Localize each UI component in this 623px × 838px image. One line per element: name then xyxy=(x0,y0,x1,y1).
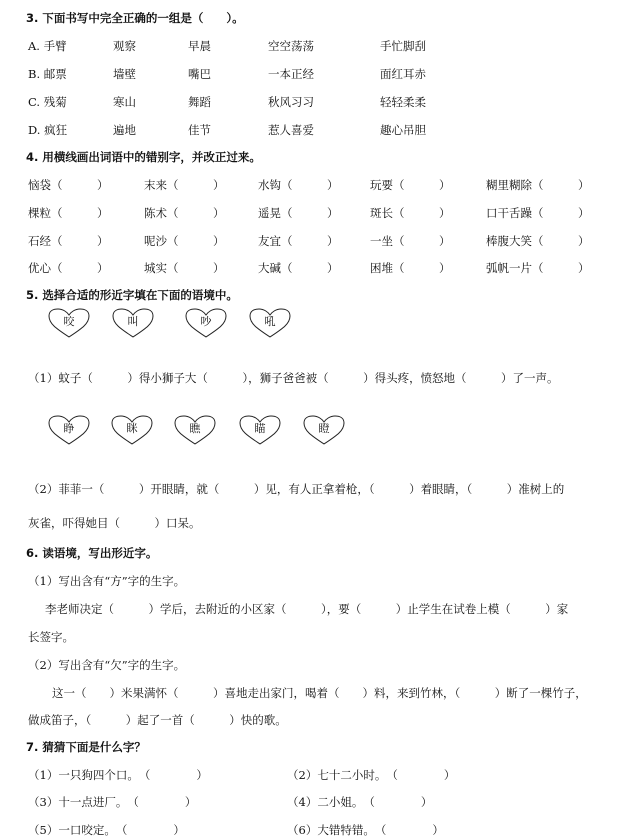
q6-part1-label: （1）写出含有“方”字的生字。 xyxy=(28,574,186,588)
heart-char: 叫 xyxy=(127,315,139,328)
option-word: 轻轻柔柔 xyxy=(380,95,426,109)
option-word: 秋风习习 xyxy=(268,95,314,109)
heart-char: 咬 xyxy=(63,315,75,328)
heart-char: 睁 xyxy=(63,422,75,435)
q7-title: 7. 猜猜下面是什么字？ xyxy=(26,740,146,754)
option-label: D. 疯狂 xyxy=(28,123,68,137)
word-blank: 城实（ ） xyxy=(144,261,225,275)
q5-sentence-1: （1）蚊子（ ）得小狮子大（ ），狮子爸爸被（ ）得头疼，愤怒地（ ）了一声。 xyxy=(28,371,559,385)
heart-char: 瞪 xyxy=(318,422,330,435)
word-blank: 口干舌躁（ ） xyxy=(486,206,590,220)
q4-title: 4. 用横线画出词语中的错别字，并改正过来。 xyxy=(26,150,261,164)
q6-part1-line2: 长签字。 xyxy=(28,630,74,644)
option-word: 惹人喜爱 xyxy=(268,123,314,137)
word-blank: 棵粒（ ） xyxy=(28,206,109,220)
heart-card xyxy=(302,414,346,446)
heart-card xyxy=(47,414,91,446)
heart-char: 瞄 xyxy=(254,422,266,435)
option-word: 一本正经 xyxy=(268,67,314,81)
option-word: 空空荡荡 xyxy=(268,39,314,53)
q5-sentence-2a: （2）菲菲一（ ）开眼睛，就（ ）见，有人正拿着枪，（ ）着眼睛，（ ）准树上的 xyxy=(28,482,565,496)
word-blank: 棒腹大笑（ ） xyxy=(486,234,590,248)
option-word: 墙壁 xyxy=(113,67,136,81)
heart-card xyxy=(111,307,155,339)
q5-title: 5. 选择合适的形近字填在下面的语境中。 xyxy=(26,288,238,302)
word-blank: 友宜（ ） xyxy=(258,234,339,248)
word-blank: 恼袋（ ） xyxy=(28,178,109,192)
option-word: 面红耳赤 xyxy=(380,67,426,81)
heart-char: 眯 xyxy=(126,422,138,435)
heart-char: 吼 xyxy=(264,315,276,328)
word-blank: 优心（ ） xyxy=(28,261,109,275)
heart-char: 吵 xyxy=(200,315,212,328)
q6-part2-label: （2）写出含有“欠”字的生字。 xyxy=(28,658,186,672)
option-word: 趣心吊胆 xyxy=(380,123,426,137)
q6-title: 6. 读语境，写出形近字。 xyxy=(26,546,158,560)
option-label: B. 邮票 xyxy=(28,67,67,81)
word-blank: 呢沙（ ） xyxy=(144,234,225,248)
option-label: C. 残菊 xyxy=(28,95,67,109)
riddle-item: （6）大错特错。 （ ） xyxy=(287,823,444,837)
heart-card xyxy=(110,414,154,446)
heart-char: 瞧 xyxy=(189,422,201,435)
word-blank: 玩要（ ） xyxy=(370,178,451,192)
q6-part1-line1: 李老师决定（ ）学后，去附近的小区家（ ），要（ ）止学生在试卷上模（ ）家 xyxy=(45,602,569,616)
option-word: 嘴巴 xyxy=(188,67,211,81)
heart-card xyxy=(173,414,217,446)
q6-part2-line2: 做成笛子，（ ）起了一首（ ）快的歌。 xyxy=(28,713,287,727)
word-blank: 末来（ ） xyxy=(144,178,225,192)
option-word: 舞蹈 xyxy=(188,95,211,109)
heart-card xyxy=(248,307,292,339)
option-word: 观察 xyxy=(113,39,136,53)
word-blank: 糊里糊除（ ） xyxy=(486,178,590,192)
word-blank: 困堆（ ） xyxy=(370,261,451,275)
word-blank: 斑长（ ） xyxy=(370,206,451,220)
heart-card xyxy=(47,307,91,339)
option-word: 遍地 xyxy=(113,123,136,137)
word-blank: 遥晃（ ） xyxy=(258,206,339,220)
word-blank: 陈术（ ） xyxy=(144,206,225,220)
riddle-item: （2）七十二小时。 （ ） xyxy=(287,768,456,782)
word-blank: 一坐（ ） xyxy=(370,234,451,248)
heart-card xyxy=(238,414,282,446)
q6-part2-line1: 这一（ ）米果满怀（ ）喜地走出家门，喝着（ ）料，来到竹林，（ ）断了一棵竹子， xyxy=(52,686,587,700)
q5-sentence-2b: 灰雀，吓得她目（ ）口呆。 xyxy=(28,516,201,530)
word-blank: 大碱（ ） xyxy=(258,261,339,275)
riddle-item: （5）一口咬定。 （ ） xyxy=(28,823,185,837)
option-word: 佳节 xyxy=(188,123,211,137)
option-word: 早晨 xyxy=(188,39,211,53)
riddle-item: （4）二小姐。 （ ） xyxy=(287,795,433,809)
option-word: 手忙脚刮 xyxy=(380,39,426,53)
word-blank: 水钩（ ） xyxy=(258,178,339,192)
option-word: 寒山 xyxy=(113,95,136,109)
riddle-item: （3）十一点进厂。 （ ） xyxy=(28,795,197,809)
heart-card xyxy=(184,307,228,339)
option-label: A. 手臂 xyxy=(28,39,67,53)
word-blank: 弧帆一片（ ） xyxy=(486,261,590,275)
riddle-item: （1）一只狗四个口。 （ ） xyxy=(28,768,208,782)
q3-title: 3. 下面书写中完全正确的一组是（ ）。 xyxy=(26,11,244,25)
word-blank: 石经（ ） xyxy=(28,234,109,248)
